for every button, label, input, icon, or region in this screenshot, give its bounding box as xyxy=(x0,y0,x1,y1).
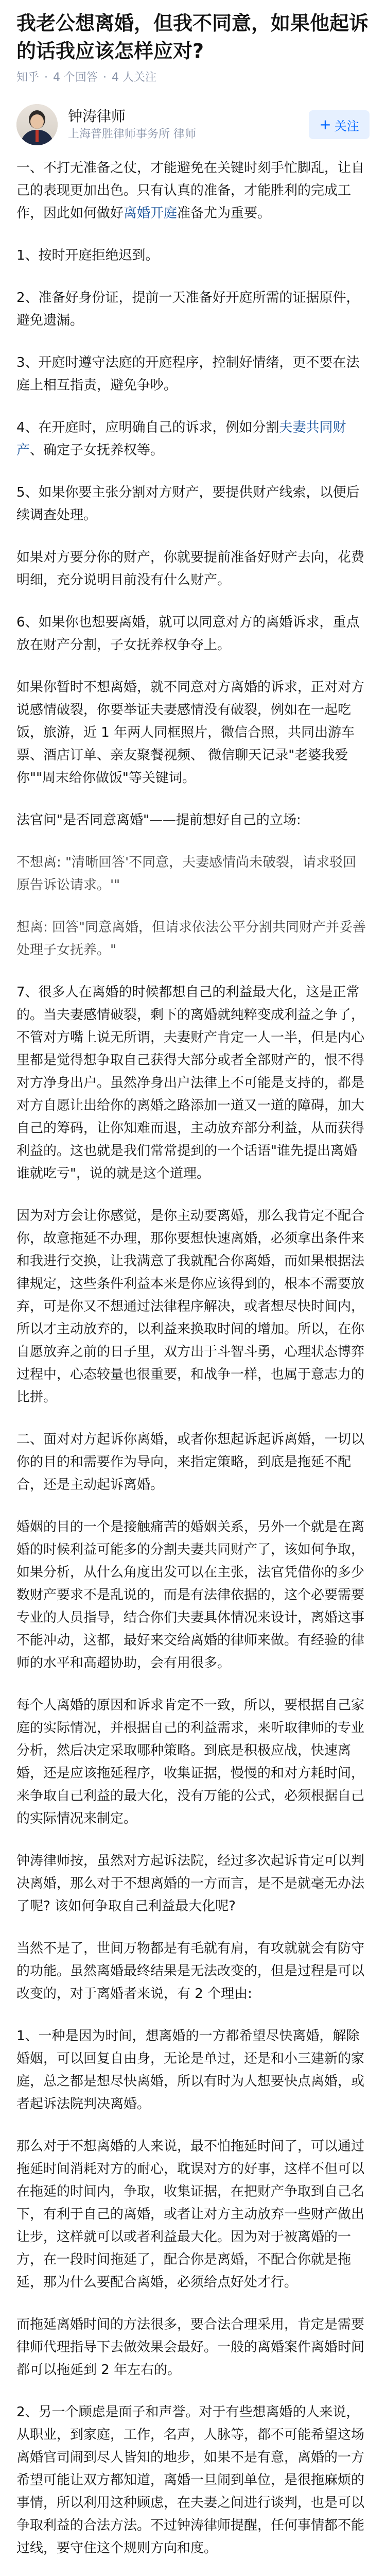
answer-paragraph xyxy=(16,2313,370,2381)
paragraph-text: 1、按时开庭拒绝迟到。 xyxy=(16,248,159,263)
answer-paragraph xyxy=(16,1516,370,1674)
question-title[interactable]: 我老公想离婚，但我不同意，如果他起诉的话我应该怎样应对? xyxy=(16,12,369,62)
answer-paragraph xyxy=(16,244,370,267)
paragraph-text: 准备尤为重要。 xyxy=(177,206,271,221)
answer-paragraph xyxy=(16,351,370,397)
author-info xyxy=(68,107,309,143)
answer-paragraph xyxy=(16,611,370,656)
author-name[interactable]: 钟涛律师 xyxy=(68,108,126,125)
author-card xyxy=(16,86,370,150)
answer-paragraph xyxy=(16,809,370,832)
answer-paragraph xyxy=(16,416,370,462)
answer-paragraph xyxy=(16,676,370,789)
paragraph-text: 当然不是了，世间万物都是有毛就有肩，有攻就就会有防守的功能。虽然离婚最终结果是无法改变的，但是过程是可以改变的，对于离婚者来说，有 2 个理由: xyxy=(16,1941,365,2002)
answer-paragraph xyxy=(16,851,370,896)
paragraph-text: 4、在开庭时，应明确自己的诉求，例如分割 xyxy=(16,420,279,435)
paragraph-text: 一、不打无准备之仗，才能避免在关键时刻手忙脚乱，让自己的表现更加出色。只有认真的准备，才能胜利的完成工作，因此如何做好 xyxy=(16,160,365,221)
paragraph-text: 1、一种是因为时间，想离婚的一方都希望尽快离婚，解除婚姻，可以回复自由身，无论是单过，还是和小三建新的家庭，总之都是想尽快离婚，所以有时为人想要快点离婚，或者起诉法院判决离婚。 xyxy=(16,2028,365,2112)
paragraph-text: 那么对于不想离婚的人来说，最不怕拖延时间了，可以通过拖延时间消耗对方的耐心，耽误对方的好事，这样不但可以在拖延的时间内，争取，收集证据，在把财产争取到自己名下，有利于自己的离婚，或者让对方主动放弃一些财产做出让步，这样就可以或者利益最大化。因为对于被离婚的一方，在一段时间拖延了，配合你是离婚，不配合你就是拖延，那为什么要配合离婚，必须给点好处才行。 xyxy=(16,2139,365,2290)
paragraph-text: 2、另一个顾虑是面子和声誉。对于有些想离婚的人来说，从职业，到家庭，工作，名声，人脉等，都不可能希望这场离婚官司闹到尽人皆知的地步，如果不是有意，离婚的一方希望可能让双方都知道，离婚一旦闹到单位，是很拖麻烦的事情，所以利用这种顾虑，在夫妻之间进行谈判，也是可以争取利益的合法方法。不过钟涛律师提醒，任何事情都不能过线，要守住这个规则方向和度。 xyxy=(16,2404,365,2556)
paragraph-text: 如果你暂时不想离婚，就不同意对方离婚的诉求，正对对方说感情破裂，你要举证夫妻感情没有破裂，例如在一起吃饭，旅游，近 1 年两人同框照片，微信合照，共同出游车票、酒店订单、亲友聚餐视频、 微信聊天记录"老婆我爱你""周末给你做饭"等关键词。 xyxy=(16,680,365,786)
answer-paragraph xyxy=(16,1694,370,1830)
answer-paragraph xyxy=(16,1205,370,1409)
answer-paragraph xyxy=(16,916,370,961)
paragraph-text: 、确定子女抚养权等。 xyxy=(30,443,164,458)
keyword-link[interactable]: 离婚开庭 xyxy=(124,206,178,221)
paragraph-text: 想离: 回答"同意离婚，但请求依法公平分割共同财产并妥善处理子女抚养。" xyxy=(16,920,366,958)
answer-paragraph xyxy=(16,981,370,1185)
follow-button[interactable] xyxy=(309,110,370,139)
paragraph-text: 而拖延离婚时间的方法很多，要合法合理采用，肯定是需要律师代理指导下去做效果会最好。一般的离婚案件离婚时间都可以拖延到 2 年左右的。 xyxy=(16,2317,365,2378)
paragraph-text: 6、如果你也想要离婚，就可以同意对方的离婚诉求，重点放在财产分割，子女抚养权争夺上。 xyxy=(16,615,360,653)
paragraph-text: 如果对方要分你的财产，你就要提前准备好财产去向，花费明细，充分说明目前没有什么财产。 xyxy=(16,550,365,588)
answer-paragraph xyxy=(16,481,370,527)
avatar[interactable] xyxy=(16,104,58,145)
paragraph-text: 因为对方会让你感觉，是你主动要离婚，那么我肯定不配合你，故意拖延不办理，那你要想快速离婚，必须拿出条件来和我进行交换，让我满意了我就配合你离婚，而如果根据法律规定，这些条件利益本来是你应该得到的，根本不需要放弃，可是你又不想通过法律程序解决，或者想尽快时间内，所以才主动放弃的，以利益来换取时间的增加。所以，在你自愿放弃之前的日子里，双方出于斗智斗勇，心理状态博弈过程中，心态较量也很重要，和战争一样，也属于意志力的比拼。 xyxy=(16,1208,365,1405)
paragraph-text: 7、很多人在离婚的时候都想自己的利益最大化，这是正常的。当夫妻感情破裂，剩下的离婚就纯粹变成利益之争了，不管对方嘴上说无所谓，夫妻财产肯定一人一半，但是内心里都是觉得想争取自己获得大部分或者全部财产的，恨不得对方净身出户。虽然净身出户法律上不可能是支持的，都是对方自愿让出给你的离婚之路添加一道又一道的障碍，加大自己的筹码，让你知难而退，主动放弃部分利益，从而获得利益的。这也就是我们常常提到的一个话语"谁先提出离婚谁就吃亏"，说的就是这个道理。 xyxy=(16,985,365,1181)
paragraph-text: 不想离: "清晰回答'不同意，夫妻感情尚未破裂，请求驳回原告诉讼请求。'" xyxy=(16,855,357,893)
paragraph-text: 钟涛律师按，虽然对方起诉法院，经过多次起诉肯定可以判决离婚，那么对于不想离婚的一方而言，是不是就毫无办法了呢? 该如何争取自己利益最大化呢? xyxy=(16,1853,365,1914)
follower-count: 4 人关注 xyxy=(112,71,157,84)
paragraph-text: 5、如果你要主张分割对方财产，要提供财产线索，以便后续调查处理。 xyxy=(16,485,360,523)
answer-paragraph xyxy=(16,2135,370,2294)
question-meta: 知乎 · 4 个回答 · 4 人关注 xyxy=(16,71,157,84)
answer-paragraph xyxy=(16,157,370,225)
paragraph-text: 每个人离婚的原因和诉求肯定不一致，所以，要根据自己家庭的实际情况，并根据自己的利益需求，来听取律师的专业分析，然后决定采取哪种策略。到底是积极应战，快速离婚，还是应该拖延程序，收集证据，慢慢的和对方耗时间，来争取自己利益的最大化，没有万能的公式，必须根据自己的实际情况来制定。 xyxy=(16,1698,365,1826)
answer-paragraph xyxy=(16,2401,370,2560)
answer-paragraph xyxy=(16,1428,370,1496)
follow-label: 关注 xyxy=(334,118,359,133)
paragraph-text: 婚姻的目的一个是接触痛苦的婚姻关系，另外一个就是在离婚的时候利益可能多的分割夫妻共同财产了，该如何争取，如果分析，从什么角度出发可以在主张，法官凭借你的多少数财产要求不是乱说的，而是有法律依据的，这个必要需要专业的人员指导，结合你们夫妻具体情况来设计，离婚这事不能冲动，这都，最好来交给离婚的律师来做。有经验的律师的水平和高超协助，会有用很多。 xyxy=(16,1519,365,1671)
plus-icon: + xyxy=(319,116,331,133)
answer-content xyxy=(16,150,370,2576)
paragraph-text: 3、开庭时遵守法庭的开庭程序，控制好情绪，更不要在法庭上相互指责，避免争吵。 xyxy=(16,355,360,393)
answer-paragraph xyxy=(16,546,370,591)
answer-paragraph xyxy=(16,1937,370,2005)
paragraph-text: 二、面对对方起诉你离婚，或者你想起诉起诉离婚，一切以你的目的和需要作为导向，来指定策略，到底是拖延不配合，还是主动起诉离婚。 xyxy=(16,1432,365,1493)
answer-paragraph xyxy=(16,286,370,332)
paragraph-text: 2、准备好身份证，提前一天准备好开庭所需的证据原件，避免遗漏。 xyxy=(16,290,360,328)
paragraph-text: 法官问"是否同意离婚"——提前想好自己的立场: xyxy=(16,812,301,828)
answer-paragraph xyxy=(16,1850,370,1918)
answer-count[interactable]: 4 个回答 xyxy=(53,71,98,84)
keyword-link[interactable]: 夫妻共同财产 xyxy=(16,420,346,458)
source-label: 知乎 xyxy=(16,71,40,84)
author-description: 上海普胜律师事务所 律师 xyxy=(68,128,196,141)
answer-paragraph xyxy=(16,2025,370,2115)
